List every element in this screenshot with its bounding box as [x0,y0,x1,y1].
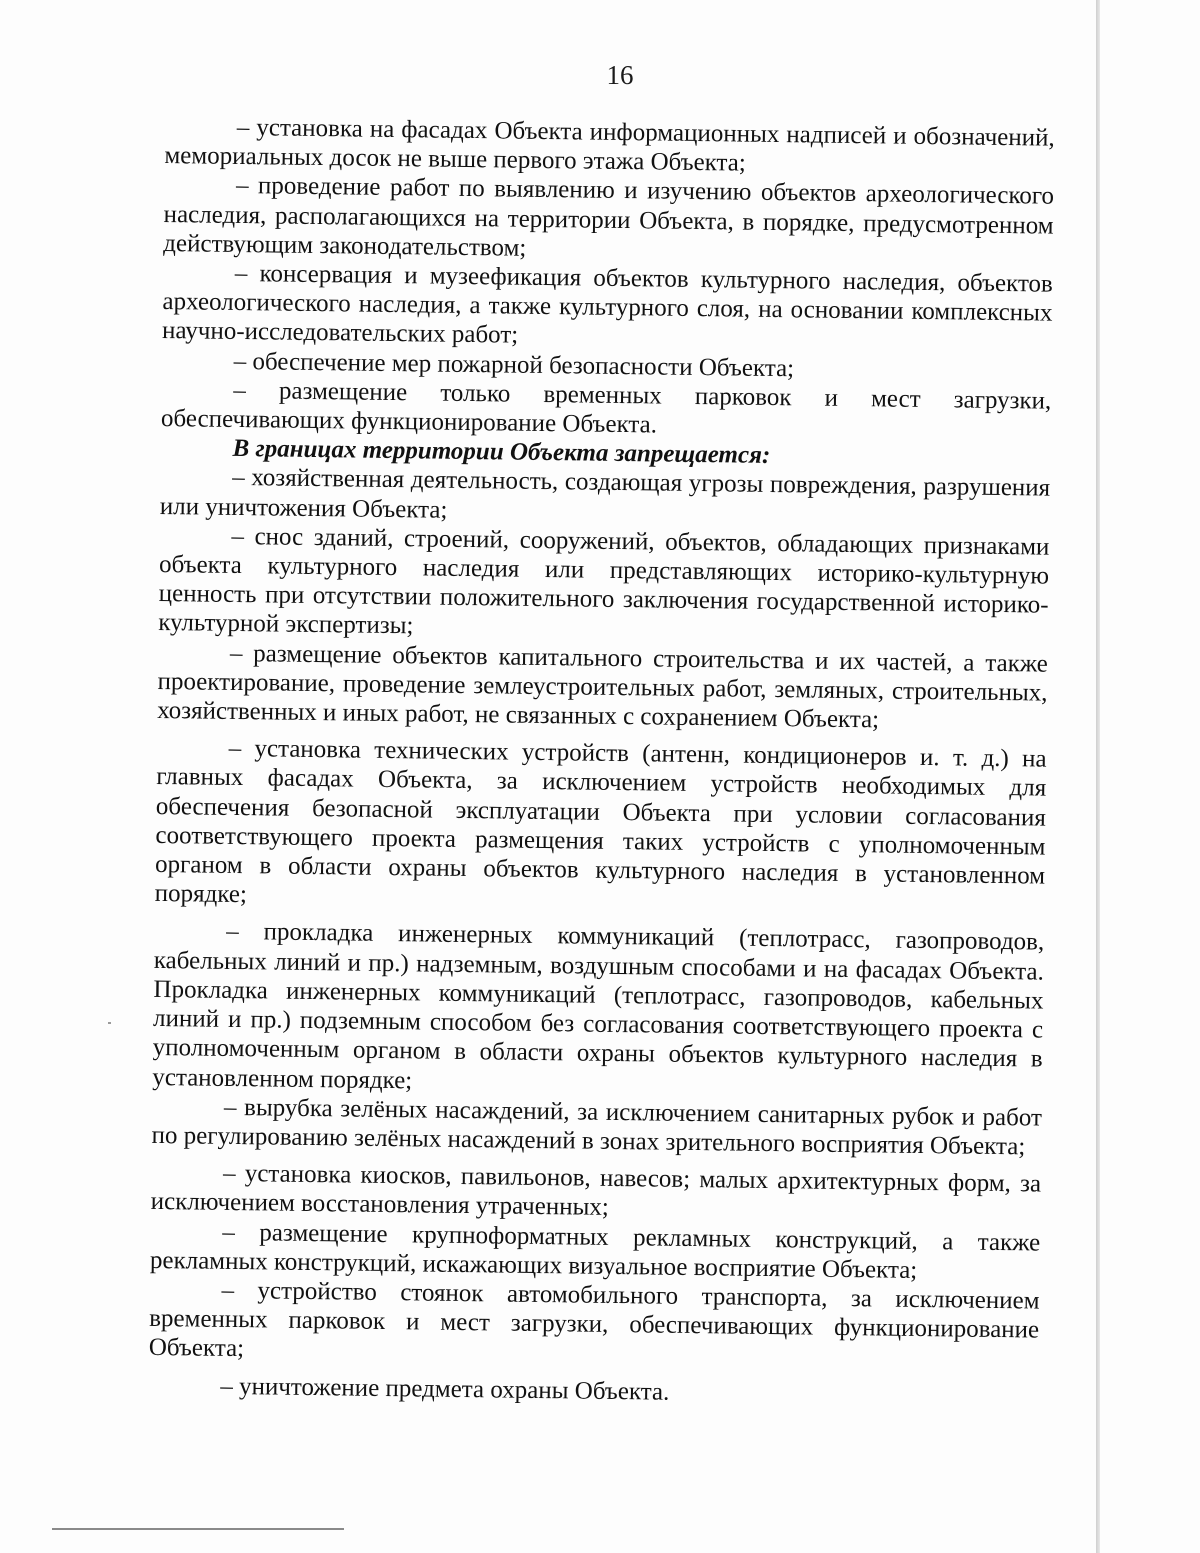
prohibited-item-technical-devices: – установка технических устройств (антенн, кондиционеров и. т. д.) на главных фасадах Объекта, за исключением устройств необходимых для обеспечения безопасной эксплуатации Объекта при условии согласования соответствующего проекта размещения таких устройств с уполномоченным органом в области охраны объектов культурного наследия в установленном порядке; [154,735,1047,909]
allowed-item-fire-safety: – обеспечение мер пожарной безопасности Объекта; [233,347,795,382]
prohibited-item-kiosks: – установка киосков, павильонов, навесов; малых архитектурных форм, за исключением восстановления утраченных; [150,1159,1042,1222]
prohibited-heading: В границах территории Объекта запрещается: [232,435,771,470]
prohibited-item-tree-felling: – вырубка зелёных насаждений, за исключением санитарных рубок и работ по регулированию зелёных насаждений в зонах зрительного восприятия Объекта; [151,1093,1043,1161]
allowed-item-facade-signs: – установка на фасадах Объекта информационных надписей и обозначений, мемориальных досок не выше первого этажа Объекта; [164,113,1055,177]
prohibited-item-economic-activity: – хозяйственная деятельность, создающая угрозы повреждения, разрушения или уничтожения Объекта; [159,464,1051,524]
prohibited-item-demolition: – снос зданий, строений, сооружений, объектов, обладающих признаками объекта культурного наследия или представляющих историко-культурную ценность при отсутствии положительного заключения государственной историко-культурной экспертизы; [158,522,1050,640]
page-number: 16 [606,60,634,90]
document-body [148,112,1055,1411]
allowed-item-archaeology-works: – проведение работ по выявлению и изучению объектов археологического наследия, располагающихся на территории Объекта, в порядке, предусмотренном действующим законодательством; [163,172,1055,262]
prohibited-item-capital-construction: – размещение объектов капитального строительства и их частей, а также проектирование, проведение землеустроительных работ, земляных, строительных, хозяйственных и иных работ, не связанных с сохранением Объекта; [156,639,1049,734]
footnote-rule [52,1528,344,1530]
allowed-item-conservation: – консервация и музеефикация объектов культурного наследия, объектов археологического наследия, а также культурного слоя, на основании комплексных научно-исследовательских работ; [161,259,1053,350]
allowed-item-temporary-parking: – размещение только временных парковок и мест загрузки, обеспечивающих функционирование Объекта. [160,376,1052,439]
scan-edge-shadow [1096,0,1100,1553]
prohibited-item-advertising: – размещение крупноформатных рекламных конструкций, а также рекламных конструкций, искажающих визуальное восприятие Объекта; [149,1218,1041,1284]
prohibited-item-parking-lots: – устройство стоянок автомобильного транспорта, за исключением временных парковок и мест загрузки, обеспечивающих функционирование Объекта; [148,1276,1040,1363]
scan-speck [108,1022,111,1024]
prohibited-item-utility-lines: – прокладка инженерных коммуникаций (теплотрасс, газопроводов, кабельных линий и пр.) надземным, воздушным способами и на фасадах Объекта. Прокладка инженерных коммуникаций (теплотрасс, газопроводов, кабельных линий и пр.) подземным способом без согласования соответствующего проекта с уполномоченным органом в области охраны объектов культурного наследия в установленном порядке; [152,918,1045,1094]
prohibited-item-destruction: – уничтожение предмета охраны Объекта. [220,1372,670,1406]
